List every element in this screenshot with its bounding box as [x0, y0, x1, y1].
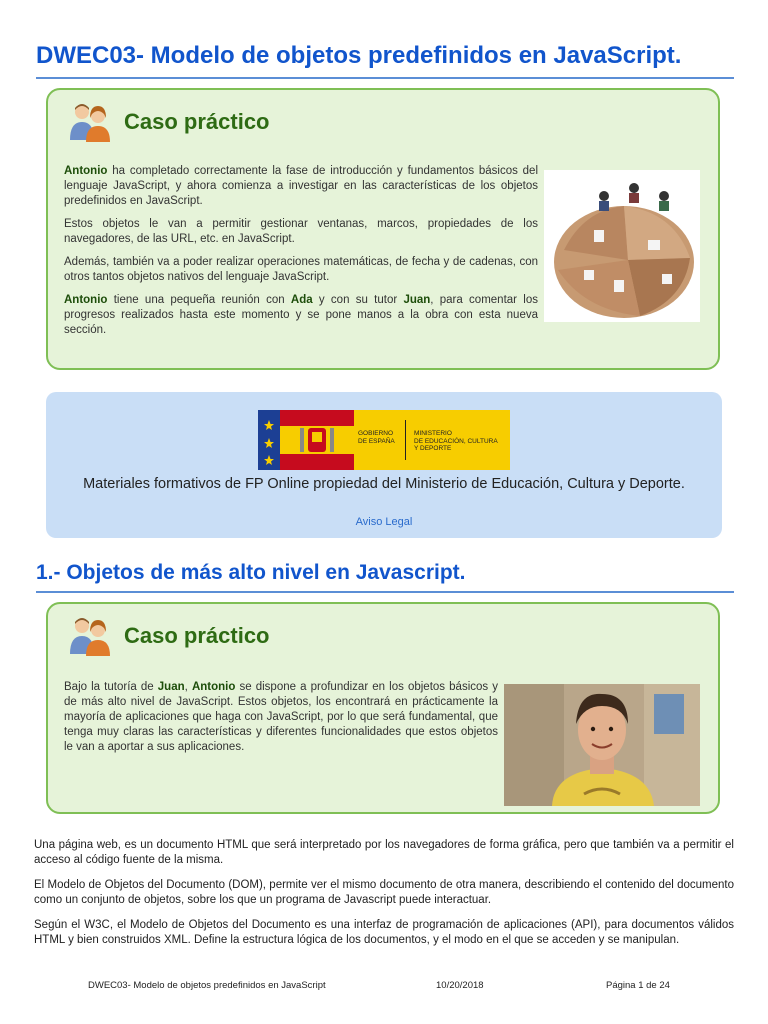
- ministry-logo: [258, 410, 510, 470]
- case-text: [64, 680, 498, 763]
- page-title: DWEC03- Modelo de objetos predefinidos en JavaScript.: [36, 42, 734, 79]
- body-paragraph: El Modelo de Objetos del Documento (DOM), permite ver el mismo documento de otra manera, describiendo el contenido del documento como un conjunto de objetos, sobre los que un programa de Javascript puede interactuar.: [34, 879, 734, 906]
- case-paragraph: Antonio ha completado correctamente la fase de introducción y fundamentos básicos del lenguaje JavaScript, y ahora comienza a investigar en las características de los objetos predefinidos en JavaScript.: [64, 165, 538, 207]
- case-paragraph: Bajo la tutoría de Juan, Antonio se dispone a profundizar en los objetos básicos y de más alto nivel de JavaScript. Estos objetos, los encontrará en prácticamente la mayoría de aplicaciones que haga con JavaScript, por lo que será fundamental, que tenga muy claras las características y diferentes funcionalidades que estos objetos le van a aportar a sus aplicaciones.: [64, 681, 498, 753]
- case-box-1: [46, 88, 720, 370]
- body-text: [34, 838, 734, 958]
- section-heading: 1.- Objetos de más alto nivel en Javascript.: [36, 560, 734, 593]
- people-icon: [66, 614, 114, 658]
- case-header: [66, 614, 270, 658]
- case-paragraph: Además, también va a poder realizar operaciones matemáticas, de fecha y de cadenas, con otros tantos objetos nativos del lenguaje JavaScript.: [64, 256, 538, 283]
- student-photo: [504, 684, 700, 806]
- footer-date: 10/20/2018: [436, 980, 484, 991]
- body-paragraph: Una página web, es un documento HTML que será interpretado por los navegadores de forma gráfica, pero que también va a permitir el acceso al código fuente de la misma.: [34, 839, 734, 866]
- ministry-text: Materiales formativos de FP Online propiedad del Ministerio de Educación, Cultura y Deporte.: [83, 476, 685, 492]
- case-title: Caso práctico: [124, 623, 270, 648]
- ministry-label: MINISTERIO DE EDUCACIÓN, CULTURA Y DEPORTE: [414, 430, 498, 452]
- case-paragraph: Estos objetos le van a permitir gestionar ventanas, marcos, propiedades de los navegadores, de las URL, etc. en JavaScript.: [64, 218, 538, 245]
- case-text: [64, 164, 538, 346]
- case-title: Caso práctico: [124, 109, 270, 134]
- people-icon: [66, 100, 114, 144]
- case-box-2: [46, 602, 720, 814]
- footer-title: DWEC03- Modelo de objetos predefinidos en JavaScript: [88, 980, 326, 991]
- puzzle-meeting-illustration: [544, 170, 700, 322]
- case-header: [66, 100, 270, 144]
- body-paragraph: Según el W3C, el Modelo de Objetos del Documento es una interfaz de programación de aplicaciones (API), para documentos válidos HTML y bien construidos XML. Define la estructura lógica de los documentos, y el modo en el que se acceden y se manipulan.: [34, 919, 734, 946]
- spain-flag-icon: [258, 410, 354, 470]
- footer-page: Página 1 de 24: [606, 980, 670, 991]
- page-footer: [34, 980, 734, 996]
- case-paragraph: Antonio tiene una pequeña reunión con Ada y con su tutor Juan, para comentar los progresos realizados hasta este momento y se pone manos a la obra con esta nueva sección.: [64, 294, 538, 336]
- government-label: GOBIERNO DE ESPAÑA: [354, 420, 406, 460]
- ministry-banner: [46, 392, 722, 538]
- legal-notice-link[interactable]: Aviso Legal: [355, 516, 413, 528]
